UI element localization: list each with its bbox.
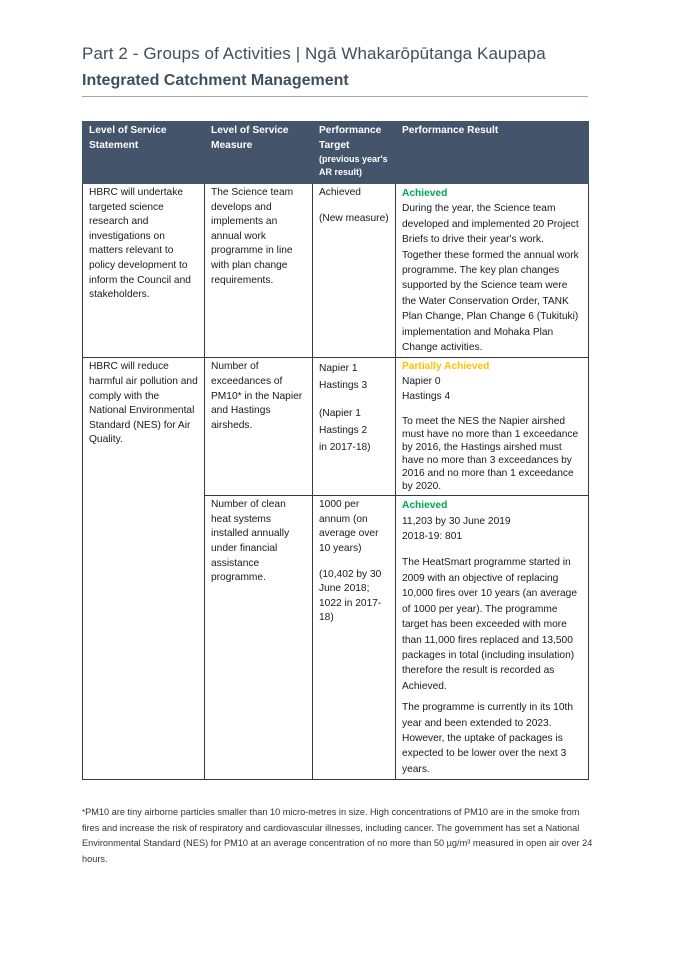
part-title: Part 2 - Groups of Activities | Ngā Whakarōpūtanga Kaupapa	[82, 44, 546, 63]
row2-target	[313, 358, 396, 496]
row3-result-year: 2018-19: 801	[402, 531, 463, 543]
row2-result-napier: Napier 0	[402, 376, 441, 388]
section-title: Integrated Catchment Management	[82, 72, 349, 89]
status-badge: Partially Achieved	[402, 361, 490, 373]
row2-target-hastings: Hastings 3	[319, 380, 368, 392]
row2-statement: HBRC will reduce harmful air pollution and comply with the National Environmental Standard (NES) for Air Quality.	[83, 358, 205, 780]
table-row	[83, 358, 589, 496]
row1-measure: The Science team develops and implements an annual work programme in line with plan change requirements.	[205, 184, 313, 358]
row3-target-prev: (10,402 by 30 June 2018; 1022 in 2017-18)	[319, 568, 382, 624]
title-divider	[82, 96, 588, 97]
table-row	[83, 184, 589, 358]
row2-result-hastings: Hastings 4	[402, 390, 451, 402]
row1-target-note: (New measure)	[319, 212, 389, 224]
row3-result-total: 11,203 by 30 June 2019	[402, 515, 511, 527]
footnote-text: PM10 are tiny airborne particles smaller than 10 micro-metres in size. High concentrations of PM10 are in the smoke from fires and increase the risk of respiratory and cardiovascular illnesses, including cancer. The government has set a National Environmental Standard (NES) for PM10 at an average concentration of no more than 50 µg/m³ measured in open air over 24 hours.	[82, 807, 593, 864]
row2-target-prev-year: in 2017-18)	[319, 442, 371, 454]
table-header-row	[83, 122, 589, 184]
row2-target-napier: Napier 1	[319, 363, 358, 375]
status-badge: Achieved	[402, 188, 448, 199]
row3-target-value: 1000 per annum (on average over 10 years)	[319, 499, 379, 555]
row1-target-value: Achieved	[319, 187, 361, 198]
header-target-sub: (previous year's AR result)	[319, 154, 388, 177]
header-result: Performance Result	[396, 122, 589, 184]
row2-target-prev-napier: (Napier 1	[319, 408, 361, 420]
row3-target	[313, 496, 396, 780]
performance-table	[82, 121, 589, 780]
row2-target-prev-hastings: Hastings 2	[319, 425, 368, 437]
row1-result	[396, 184, 589, 358]
row1-result-text: During the year, the Science team developed and implemented 20 Project Briefs to drive their year's work. Together these formed the annual work programme. The key plan changes supported by the Science team were the Water Conservation Order, TANK Plan Change, Plan Change 6 (Tukituki) implementation and Mohaka Plan Change activities.	[402, 203, 579, 354]
header-target	[313, 122, 396, 184]
status-badge: Achieved	[402, 500, 448, 512]
footnote	[82, 805, 594, 867]
row1-target	[313, 184, 396, 358]
row1-statement: HBRC will undertake targeted science research and investigations on matters relevant to policy development to inform the Council and stakeholders.	[83, 184, 205, 358]
header-statement: Level of Service Statement	[83, 122, 205, 184]
row2-measure: Number of exceedances of PM10* in the Napier and Hastings airsheds.	[205, 358, 313, 496]
header-measure: Level of Service Measure	[205, 122, 313, 184]
header-target-label: Performance Target	[319, 125, 382, 151]
row3-result	[396, 496, 589, 780]
footnote-marker: *	[82, 808, 86, 817]
row3-measure: Number of clean heat systems installed annually under financial assistance programme.	[205, 496, 313, 780]
row3-result-text: The HeatSmart programme started in 2009 with an objective of replacing 10,000 fires over 10 years (an average of 1000 per year). The programme target has been exceeded with more than 11,000 fires replaced and 13,500 packages in total (including insulation) therefore the result is recorded as Achieved.	[402, 557, 577, 692]
row2-result	[396, 358, 589, 496]
row2-result-text: To meet the NES the Napier airshed must have no more than 1 exceedance by 2016, the Hastings airshed must have no more than 3 exceedances by 2016 and no more than 1 exceedance by 2020.	[402, 416, 579, 493]
row3-result-note: The programme is currently in its 10th year and been extended to 2023. However, the uptake of packages is expected to be lower over the next 3 years.	[402, 702, 573, 775]
